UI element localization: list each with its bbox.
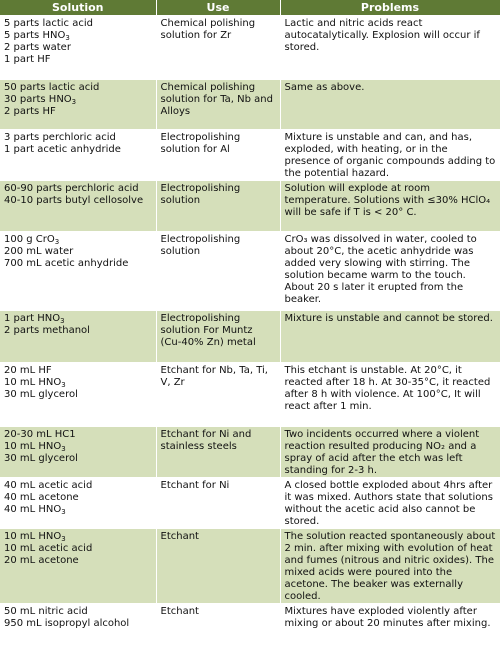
table-row — [0, 604, 500, 654]
solution-line: 10 mL $HNO_3$ — [4, 377, 66, 389]
table-row — [0, 427, 500, 478]
use-cell: Etchant — [156, 529, 280, 604]
solution-line: 1 part $HNO_3$ — [4, 313, 65, 325]
solution-line: 10 mL acetic acid — [4, 543, 93, 554]
use-cell: Chemical polishing solution for Zr — [156, 16, 280, 80]
problems-cell: Two incidents occurred where a violent reaction resulted producing NO₂ and a spray of acid after the etch was left standing for 2-3 h. — [280, 427, 500, 478]
solution-line: 2 parts water — [4, 42, 71, 53]
problems-cell: A closed bottle exploded about 4hrs after it was mixed. Authors state that solutions without the acetic acid also cannot be stored. — [280, 478, 500, 529]
solution-cell — [0, 130, 156, 181]
table-row — [0, 181, 500, 232]
solution-line: 30 mL glycerol — [4, 453, 78, 464]
solution-cell — [0, 529, 156, 604]
table-row — [0, 232, 500, 311]
problems-cell: Mixture is unstable and can, and has, exploded, with heating, or in the presence of organic compounds adding to the potential hazard. — [280, 130, 500, 181]
problems-cell: Mixtures have exploded violently after mixing or about 20 minutes after mixing. — [280, 604, 500, 654]
header-use: Use — [156, 0, 280, 16]
solution-line: 10 mL $HNO_3$ — [4, 531, 66, 543]
solution-cell — [0, 80, 156, 130]
solution-line: 60-90 parts perchloric acid 40-10 parts butyl cellosolve — [4, 183, 144, 206]
solution-line: 5 parts lactic acid — [4, 18, 93, 29]
problems-cell: CrO₃ was dissolved in water, cooled to about 20°C, the acetic anhydride was added very slowing with stirring. The solution became warm to the touch. About 20 s later it erupted from the beaker. — [280, 232, 500, 311]
table-row — [0, 529, 500, 604]
use-cell: Etchant for Ni and stainless steels — [156, 427, 280, 478]
solution-line: 3 parts perchloric acid — [4, 132, 116, 143]
solution-line: 20 mL HF — [4, 365, 52, 376]
solution-cell — [0, 427, 156, 478]
table-row — [0, 16, 500, 80]
table-row — [0, 478, 500, 529]
use-cell: Electropolishing solution — [156, 232, 280, 311]
problems-cell: The solution reacted spontaneously about 2 min. after mixing with evolution of heat and fumes (nitrous and nitric oxides). The mixed acids were poured into the acetone. The beaker was externally cooled. — [280, 529, 500, 604]
header-problems: Problems — [280, 0, 500, 16]
solution-line: 2 parts methanol — [4, 325, 90, 336]
solution-cell — [0, 181, 156, 232]
solution-cell — [0, 478, 156, 529]
use-cell: Etchant for Nb, Ta, Ti, V, Zr — [156, 363, 280, 427]
solution-cell — [0, 604, 156, 654]
solution-cell — [0, 311, 156, 363]
solution-line: 40 mL $HNO_3$ — [4, 504, 66, 516]
problems-cell: Mixture is unstable and cannot be stored. — [280, 311, 500, 363]
solution-cell — [0, 16, 156, 80]
use-cell: Etchant — [156, 604, 280, 654]
solution-line: 10 mL $HNO_3$ — [4, 441, 66, 453]
solution-line: 50 parts lactic acid — [4, 82, 100, 93]
solution-line: 20-30 mL HC1 — [4, 429, 76, 440]
solution-line: 2 parts HF — [4, 106, 56, 117]
problems-cell: Solution will explode at room temperature. Solutions with ≤30% HClO₄ will be safe if T is < 20° C. — [280, 181, 500, 232]
solution-line: 30 parts $HNO_3$ — [4, 94, 77, 106]
table-row — [0, 363, 500, 427]
header-row — [0, 0, 500, 16]
solution-line: 100 g CrO$_3$ — [4, 234, 60, 246]
solution-line: 950 mL isopropyl alcohol — [4, 618, 130, 629]
problems-cell: Same as above. — [280, 80, 500, 130]
problems-cell: Lactic and nitric acids react autocatalytically. Explosion will occur if stored. — [280, 16, 500, 80]
use-cell: Chemical polishing solution for Ta, Nb and Alloys — [156, 80, 280, 130]
problems-cell: This etchant is unstable. At 20°C, it reacted after 18 h. At 30-35°C, it reacted after 8 h with violence. At 100°C, It will react after 1 min. — [280, 363, 500, 427]
table-row — [0, 80, 500, 130]
solution-line: 700 mL acetic anhydride — [4, 258, 129, 269]
table-row — [0, 311, 500, 363]
solution-cell — [0, 363, 156, 427]
solution-line: 5 parts $HNO_3$ — [4, 30, 70, 42]
solution-line: 40 mL acetone — [4, 492, 79, 503]
solution-line: 200 mL water — [4, 246, 74, 257]
header-solution: Solution — [0, 0, 156, 16]
use-cell: Electropolishing solution For Muntz (Cu-40% Zn) metal — [156, 311, 280, 363]
solution-line: 1 part HF — [4, 54, 51, 65]
solution-line: 40 mL acetic acid — [4, 480, 93, 491]
use-cell: Electropolishing solution — [156, 181, 280, 232]
solution-line: 50 mL nitric acid — [4, 606, 88, 617]
use-cell: Electropolishing solution for Al — [156, 130, 280, 181]
solution-cell — [0, 232, 156, 311]
solution-line: 20 mL acetone — [4, 555, 79, 566]
solution-line: 30 mL glycerol — [4, 389, 78, 400]
use-cell: Etchant for Ni — [156, 478, 280, 529]
table-row — [0, 130, 500, 181]
solution-line: 1 part acetic anhydride — [4, 144, 121, 155]
